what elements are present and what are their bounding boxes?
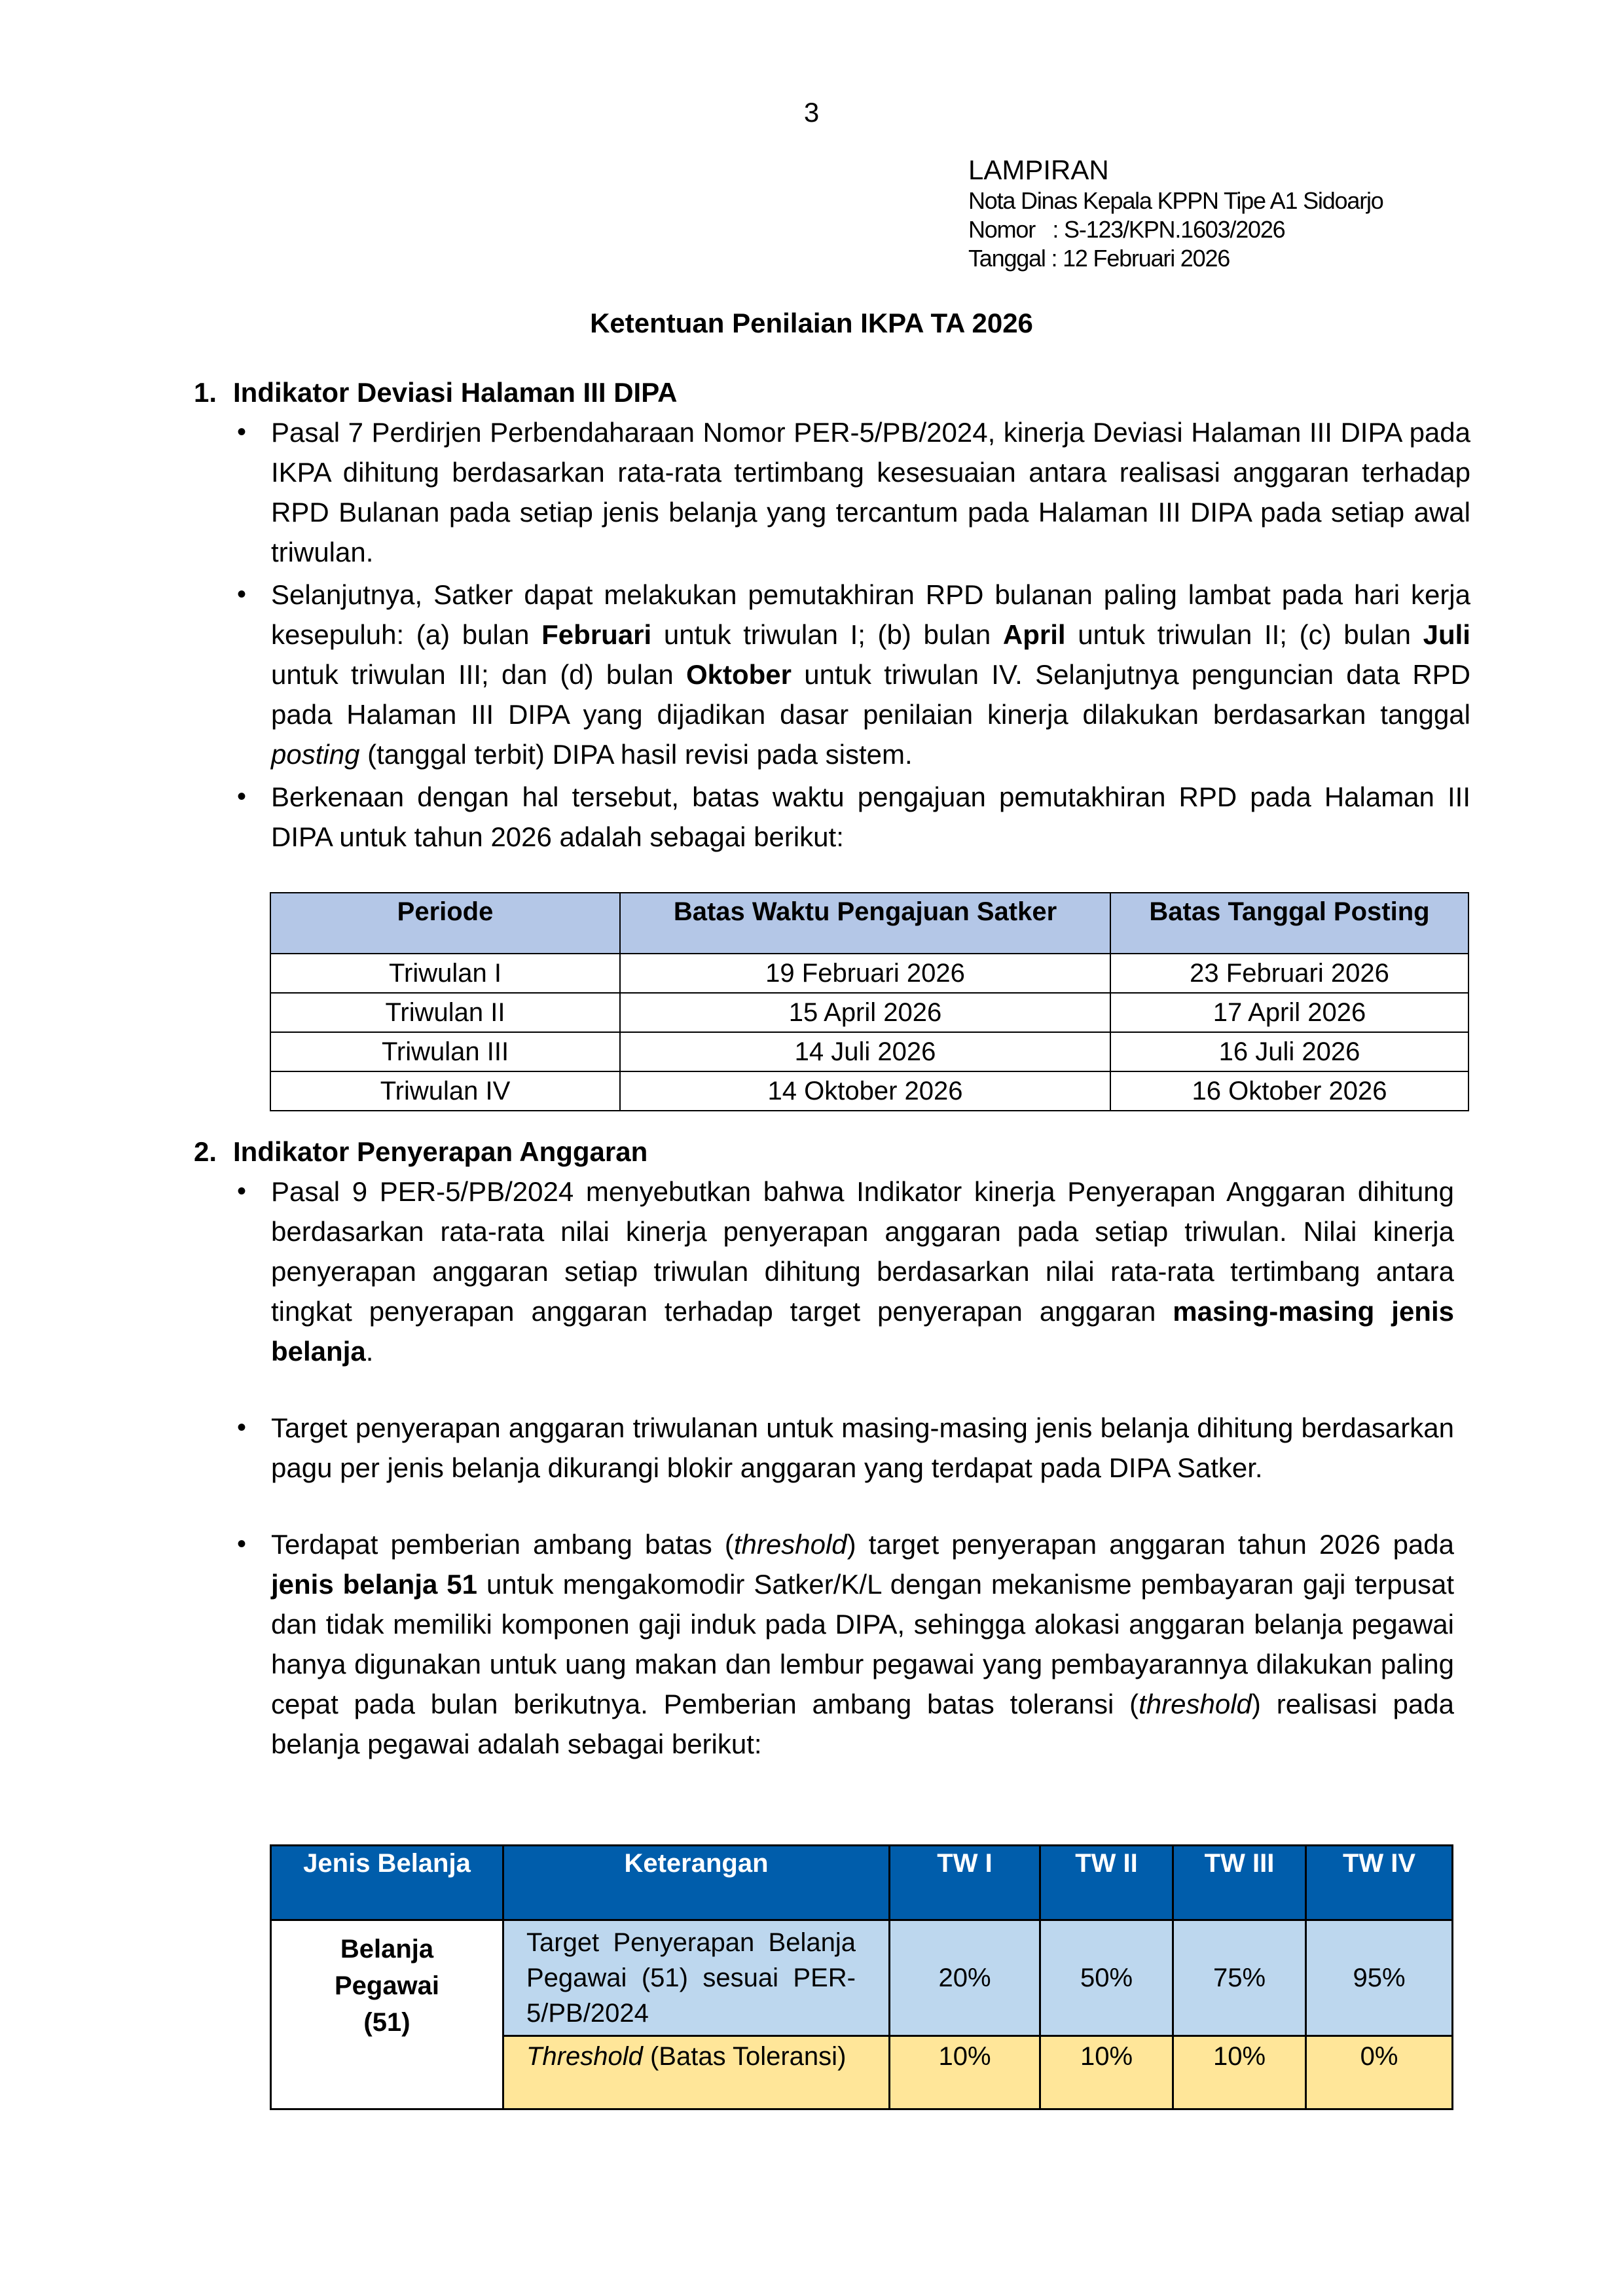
text-run: Selanjutnya, Satker dapat melakukan pemutakhiran RPD bulanan paling lambat pada hari kerja kesepuluh: (a) bulan [271,579,1470,650]
column-header: Periode [270,893,620,954]
target-value-tw4: 95% [1306,1920,1453,2036]
text-run: ) realisasi pada belanja pegawai adalah sebagai berikut: [271,1689,1454,1759]
table-cell: Triwulan IV [270,1071,620,1111]
table-cell: 16 Oktober 2026 [1110,1071,1468,1111]
column-header: Jenis Belanja [271,1846,503,1920]
table-cell: 15 April 2026 [620,993,1110,1032]
table-cell: 16 Juli 2026 [1110,1032,1468,1071]
target-label-cell: Target Penyerapan Belanja Pegawai (51) sesuai PER- 5/PB/2024 [503,1920,890,2036]
section-heading [194,1132,1454,1172]
table-cell: 17 April 2026 [1110,993,1468,1032]
section-penyerapan [194,1132,1454,1767]
text-run: Terdapat pemberian ambang batas ( [271,1529,734,1560]
bold-text: Juli [1423,619,1470,650]
bold-text: Februari [541,619,652,650]
bullet-item [194,1172,1454,1371]
table-cell: Triwulan III [270,1032,620,1071]
text-run: (tanggal terbit) DIPA hasil revisi pada sistem. [359,739,913,770]
jenis-belanja-cell [271,1920,503,2109]
italic-text: threshold [733,1529,847,1560]
table-cell: Triwulan II [270,993,620,1032]
text-run: (Batas Toleransi) [642,2042,847,2071]
table-row [270,954,1468,993]
italic-text: Threshold [526,2042,643,2071]
lampiran-nota: Nota Dinas Kepala KPPN Tipe A1 Sidoarjo [968,187,1383,214]
rpd-deadline-table [270,892,1469,1111]
bullet-list [194,1172,1454,1764]
target-value-tw3: 75% [1173,1920,1306,2036]
text-run: untuk triwulan IV. Selanjutnya penguncian data RPD pada Halaman III DIPA yang dijadikan dasar penilaian kinerja dilakukan berdasarkan tanggal [271,659,1471,730]
document-title: Ketentuan Penilaian IKPA TA 2026 [590,308,1033,338]
target-value-tw1: 20% [890,1920,1040,2036]
text-run: untuk triwulan II; (c) bulan [1065,619,1423,650]
threshold-label-cell [503,2036,890,2109]
text-run: untuk triwulan I; (b) bulan [651,619,1003,650]
section-heading [194,373,1470,412]
italic-text: posting [271,739,360,770]
column-header: TW III [1173,1846,1306,1920]
text-run: Pasal 9 PER-5/PB/2024 menyebutkan bahwa Indikator kinerja Penyerapan Anggaran dihitung berdasarkan rata-rata nilai kinerja penyerapan anggaran pada setiap triwulan. Nilai kinerja penyerapan anggaran setiap triwulan dihitung berdasarkan nilai rata-rata tertimbang antara tingkat penyerapan anggaran terhadap target penyerapan anggaran [271,1176,1454,1327]
column-header: Batas Tanggal Posting [1110,893,1468,954]
bullet-item: • Berkenaan dengan hal tersebut, batas waktu pengajuan pemutakhiran RPD pada Halaman III DIPA untuk tahun 2026 adalah sebagai berikut: [194,777,1470,857]
column-header: Keterangan [503,1846,890,1920]
bullet-item [194,1524,1454,1764]
table-row-target [271,1920,1453,2036]
threshold-value-tw4: 0% [1306,2036,1453,2109]
table-cell: 14 Oktober 2026 [620,1071,1110,1111]
threshold-value-tw2: 10% [1040,2036,1173,2109]
column-header: TW II [1040,1846,1173,1920]
column-header: TW I [890,1846,1040,1920]
bold-text: April [1002,619,1066,650]
table-row [270,993,1468,1032]
jenis-belanja-label: Belanja Pegawai (51) [334,1935,440,2037]
table-header-row [271,1846,1453,1920]
section-number: 2. [194,1136,217,1167]
bullet-item: • Pasal 7 Perdirjen Perbendaharaan Nomor PER-5/PB/2024, kinerja Deviasi Halaman III DIPA pada IKPA dihitung berdasarkan rata-rata tertimbang kesesuaian antara realisasi anggaran terhadap RPD Bulanan pada setiap jenis belanja yang tercantum pada Halaman III DIPA pada setiap awal triwulan. [194,412,1470,572]
bullet-item [194,575,1470,774]
page-number: 3 [803,97,820,128]
table-cell: 23 Februari 2026 [1110,954,1468,993]
section-title: Indikator Penyerapan Anggaran [233,1136,648,1167]
section-number: 1. [194,377,217,408]
italic-text: threshold [1139,1689,1252,1719]
lampiran-heading: LAMPIRAN [968,154,1109,185]
column-header: TW IV [1306,1846,1453,1920]
text-run: . [365,1336,374,1367]
table-cell: 19 Februari 2026 [620,954,1110,993]
text-run: ) target penyerapan anggaran tahun 2026 pada [847,1529,1455,1560]
bullet-item: • Target penyerapan anggaran triwulanan untuk masing-masing jenis belanja dihitung berdasarkan pagu per jenis belanja dikurangi blokir anggaran yang terdapat pada DIPA Satker. [194,1408,1454,1488]
threshold-value-tw1: 10% [890,2036,1040,2109]
text-run: untuk triwulan III; dan (d) bulan [271,659,686,690]
table-cell: 14 Juli 2026 [620,1032,1110,1071]
target-value-tw2: 50% [1040,1920,1173,2036]
lampiran-tanggal: Tanggal : 12 Februari 2026 [968,245,1230,272]
bullet-list [194,412,1470,857]
threshold-table [270,1844,1453,2110]
section-title: Indikator Deviasi Halaman III DIPA [233,377,678,408]
bold-text: Oktober [685,659,792,690]
bold-text: jenis belanja 51 [271,1569,478,1600]
text-run: untuk mengakomodir Satker/K/L dengan mekanisme pembayaran gaji terpusat dan tidak memiliki komponen gaji induk pada DIPA, sehingga alokasi anggaran belanja pegawai hanya digunakan untuk uang makan dan lembur pegawai yang pembayarannya dilakukan paling cepat pada bulan berikutnya. Pemberian ambang batas toleransi ( [271,1569,1455,1719]
column-header: Batas Waktu Pengajuan Satker [620,893,1110,954]
lampiran-nomor: Nomor : S-123/KPN.1603/2026 [968,216,1285,243]
threshold-value-tw3: 10% [1173,2036,1306,2109]
table-row [270,1071,1468,1111]
bold-text: masing-masing jenis belanja [271,1296,1454,1367]
lampiran-block [968,154,1383,273]
section-deviasi [194,373,1470,859]
table-header-row [270,893,1468,954]
table-row [270,1032,1468,1071]
table-cell: Triwulan I [270,954,620,993]
